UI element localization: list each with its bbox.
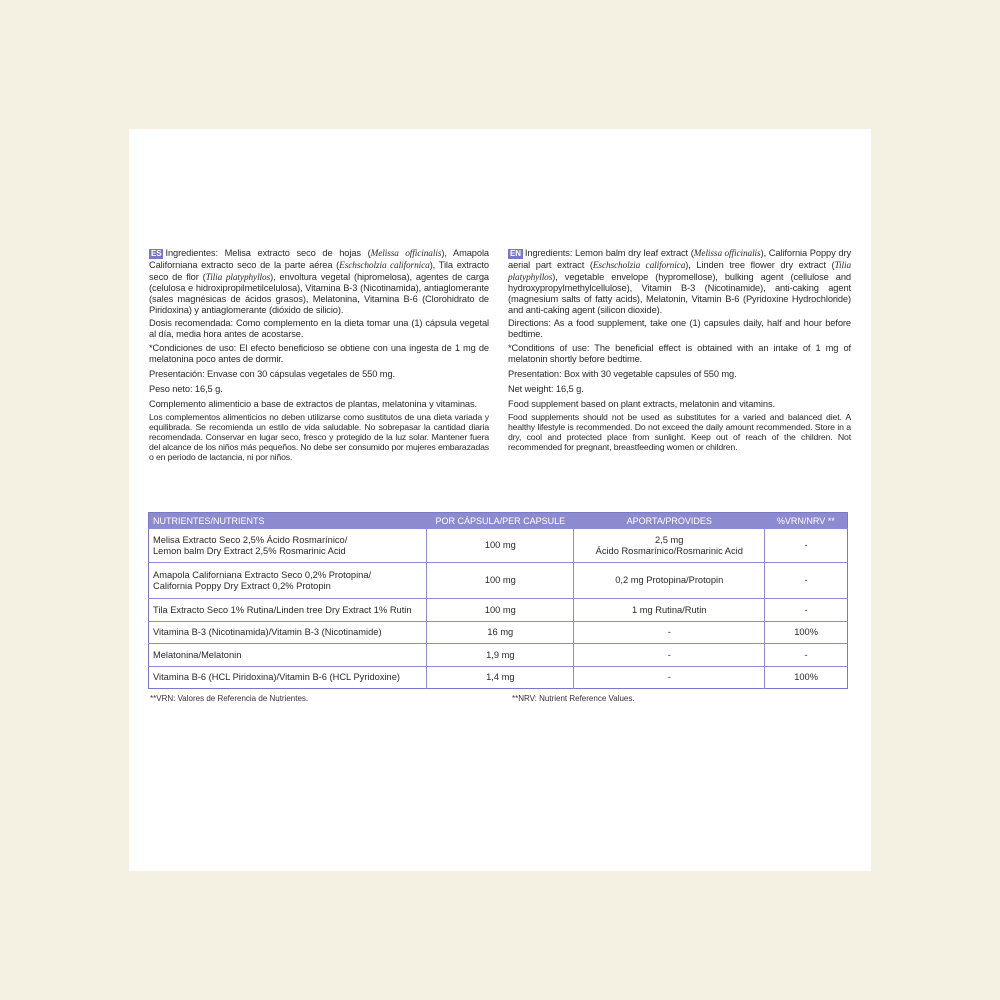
header-nrv: %VRN/NRV ** bbox=[765, 513, 848, 529]
provides-value: 2,5 mg Ácido Rosmarínico/Rosmarinic Acid bbox=[574, 529, 765, 563]
nutrient-name: Tila Extracto Seco 1% Rutina/Linden tree Dry Extract 1% Rutin bbox=[149, 599, 427, 622]
en-warnings: Food supplements should not be used as substitutes for a varied and balanced diet. A healthy lifestyle is recommended. Do not exceed the daily amount recommended. Store in a dry, cool and protected place from sunlight. Keep out of reach of the children. Not recommended for pregnant, breastfeeding women or children. bbox=[508, 412, 851, 453]
en-ingredients: EN Ingredients: Lemon balm dry leaf extract (Melissa officinalis), California Poppy dry aerial part extract (Eschscholzia californica), Linden tree flower dry extract (Tilia platyphyllos), vegetable envelope (hypromellose), bulking agent (cellulose and hydroxypropylmethylcellulose), Vitamin B-3 (Nicotinamide), anti-caking agent (magnesium salts of fatty acids), Melatonin, Vitamin B-6 (Pyridoxine Hydrochloride) and anti-caking agent (silicon dioxide). bbox=[508, 248, 852, 315]
header-nutrients: NUTRIENTES/NUTRIENTS bbox=[149, 513, 427, 529]
nrv-value: - bbox=[765, 563, 848, 599]
nutrient-name: Melisa Extracto Seco 2,5% Ácido Rosmarínico/ Lemon balm Dry Extract 2,5% Rosmarinic Acid bbox=[149, 529, 427, 563]
per-capsule-value: 100 mg bbox=[427, 529, 574, 563]
per-capsule-value: 100 mg bbox=[427, 599, 574, 622]
es-supplement-description: Complemento alimenticio a base de extractos de plantas, melatonina y vitaminas. bbox=[149, 398, 477, 409]
spanish-column bbox=[149, 248, 489, 467]
nutrient-name: Vitamina B-6 (HCL Piridoxina)/Vitamin B-6 (HCL Pyridoxine) bbox=[149, 667, 427, 689]
nrv-value: - bbox=[765, 529, 848, 563]
es-language-tag: ES bbox=[151, 249, 162, 258]
es-warnings: Los complementos alimenticios no deben utilizarse como sustitutos de una dieta variada y equilibrada. Se recomienda un estilo de vida saludable. No sobrepasar la cantidad diaria recomendada. Conservar en lugar seco, fresco y protegido de la luz solar. Mantener fuera del alcance de los niños más pequeños. No debe ser consumido por mujeres embarazadas o en periodo de lactancia, ni por niños. bbox=[149, 412, 489, 462]
header-provides: APORTA/PROVIDES bbox=[574, 513, 765, 529]
es-net-weight: Peso neto: 16,5 g. bbox=[149, 383, 223, 394]
nrv-value: 100% bbox=[765, 667, 848, 689]
table-row bbox=[149, 667, 848, 689]
nutrition-table bbox=[148, 512, 848, 689]
nrv-value: - bbox=[765, 599, 848, 622]
provides-value: - bbox=[574, 622, 765, 644]
per-capsule-value: 16 mg bbox=[427, 622, 574, 644]
table-row bbox=[149, 529, 848, 563]
en-supplement-description: Food supplement based on plant extracts, melatonin and vitamins. bbox=[508, 398, 775, 409]
table-row bbox=[149, 599, 848, 622]
provides-value: - bbox=[574, 644, 765, 667]
nrv-value: - bbox=[765, 644, 848, 667]
nutrient-name: Amapola Californiana Extracto Seco 0,2% Protopina/ California Poppy Dry Extract 0,2% Protopin bbox=[149, 563, 427, 599]
table-row bbox=[149, 563, 848, 599]
table-row bbox=[149, 622, 848, 644]
es-dosage: Dosis recomendada: Como complemento en la dieta tomar una (1) cápsula vegetal al día, media hora antes de acostarse. bbox=[149, 317, 489, 339]
nutrient-name: Melatonina/Melatonin bbox=[149, 644, 427, 667]
english-column bbox=[508, 248, 851, 457]
table-header-row bbox=[149, 513, 848, 529]
es-footnote: **VRN: Valores de Referencia de Nutrientes. bbox=[150, 694, 309, 703]
per-capsule-value: 1,4 mg bbox=[427, 667, 574, 689]
nrv-value: 100% bbox=[765, 622, 848, 644]
en-net-weight: Net weight: 16,5 g. bbox=[508, 383, 584, 394]
en-presentation: Presentation: Box with 30 vegetable capsules of 550 mg. bbox=[508, 368, 737, 379]
en-dosage: Directions: As a food supplement, take one (1) capsules daily, half and hour before bedtime. bbox=[508, 317, 851, 339]
table-row bbox=[149, 644, 848, 667]
provides-value: 1 mg Rutina/Rutin bbox=[574, 599, 765, 622]
en-conditions: *Conditions of use: The beneficial effect is obtained with an intake of 1 mg of melatonin shortly before bedtime. bbox=[508, 343, 851, 365]
en-footnote: **NRV: Nutrient Reference Values. bbox=[512, 694, 635, 703]
header-per-capsule: POR CÁPSULA/PER CAPSULE bbox=[427, 513, 574, 529]
nutrient-name: Vitamina B-3 (Nicotinamida)/Vitamin B-3 (Nicotinamide) bbox=[149, 622, 427, 644]
provides-value: 0,2 mg Protopina/Protopin bbox=[574, 563, 765, 599]
es-ingredients: ES Ingredientes: Melisa extracto seco de hojas (Melissa officinalis), Amapola Californiana extracto seco de la parte aérea (Eschscholzia californica), Tila extracto seco de flor (Tilia platyphyllos), envoltura vegetal (hipromelosa), agentes de carga (celulosa e hidroxipropilmetilcelulosa), Vitamina B-3 (Nicotinamida), antiaglomerante (sales magnésicas de ácidos grasos), Melatonina, Vitamina B-6 (Clorohidrato de Piridoxina) y antiaglomerante (dióxido de silicio). bbox=[149, 248, 489, 315]
provides-value: - bbox=[574, 667, 765, 689]
es-conditions: *Condiciones de uso: El efecto beneficioso se obtiene con una ingesta de 1 mg de melatonina poco antes de dormir. bbox=[149, 343, 489, 365]
label-panel bbox=[129, 129, 871, 871]
es-presentation: Presentación: Envase con 30 cápsulas vegetales de 550 mg. bbox=[149, 368, 395, 379]
per-capsule-value: 100 mg bbox=[427, 563, 574, 599]
per-capsule-value: 1,9 mg bbox=[427, 644, 574, 667]
en-language-tag: EN bbox=[510, 249, 521, 258]
